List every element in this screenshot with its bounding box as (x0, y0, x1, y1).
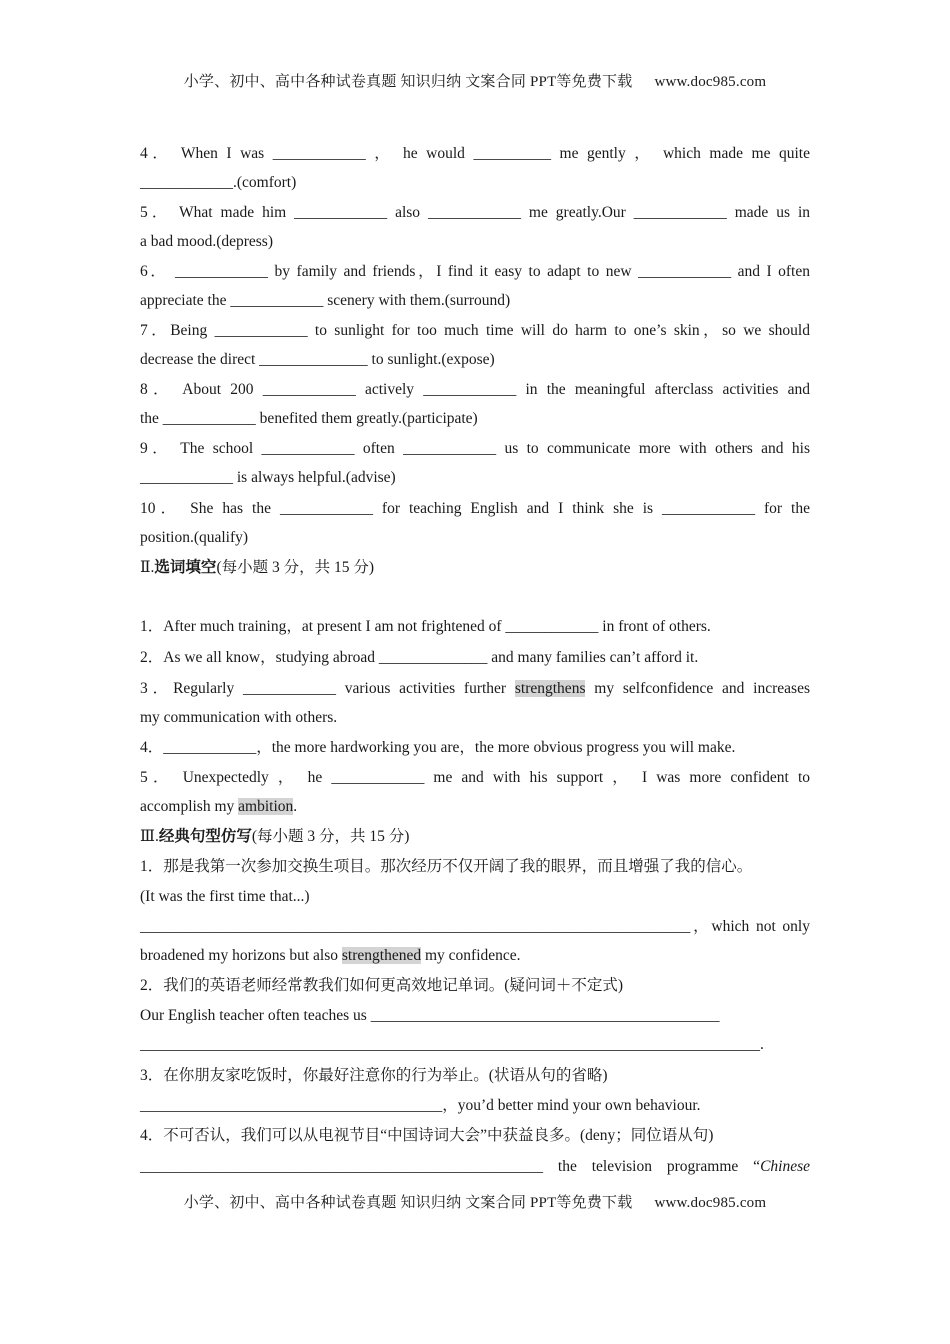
p3-q4-blank: ____________________________________________________ (140, 1158, 543, 1175)
p1-q8-line1: 8． About 200 ____________ actively ____________ in the meaningful afterclass activities and (140, 381, 810, 398)
p1-q7-line2: decrease the direct ______________ to sunlight.(expose) (140, 351, 495, 368)
p1-q9-line2: ____________ is always helpful.(advise) (140, 469, 396, 486)
part3-title-cn: 经典句型仿写 (158, 828, 252, 845)
footer-url[interactable]: www.doc985.com (654, 1195, 767, 1211)
p3-q1-chinese: 1．那是我第一次参加交换生项目。那次经历不仅开阔了我的眼界，而且增强了我的信心。 (140, 858, 753, 875)
p1-q10-line2: position.(qualify) (140, 529, 249, 546)
p2-q3-pre: 3．Regularly ____________ various activities further (140, 680, 515, 697)
p1-q5-line1: 5． What made him ____________ also ____________ me greatly.Our ____________ made us in (140, 204, 810, 221)
p1-q4-line1: 4． When I was ____________ ， he would __________ me gently ， which made me quite (140, 145, 810, 162)
p2-q5-line1: 5． Unexpectedly ， he ____________ me and with his support ， I was more confident to (140, 769, 810, 786)
p3-q4-italic: Chinese (760, 1158, 810, 1175)
part2-title-cn: 选词填空 (154, 559, 217, 576)
header-url[interactable]: www.doc985.com (654, 74, 767, 90)
p2-q3-line1 (140, 679, 810, 699)
p3-q1-highlight: strengthened (341, 947, 422, 964)
page-header (0, 70, 950, 91)
footer-text: 小学、初中、高中各种试卷真题 知识归纳 文案合同 PPT等免费下载 (183, 1195, 633, 1211)
header-text: 小学、初中、高中各种试卷真题 知识归纳 文案合同 PPT等免费下载 (183, 74, 633, 90)
part3-title-num: Ⅲ. (140, 828, 159, 845)
p2-q2: 2．As we all know，studying abroad ______________ and many families can’t afford it. (140, 649, 699, 666)
p1-q7-line1: 7．Being ____________ to sunlight for too much time will do harm to one’s skin，so we should (140, 322, 810, 339)
p3-q1-blank-line: _______________________________________________________________________，which not only (140, 918, 810, 935)
page-footer (0, 1191, 950, 1212)
p3-q3-line1: _______________________________________，you’d better mind your own behaviour. (140, 1097, 701, 1114)
p2-q5-line2 (140, 797, 810, 817)
p2-q5-post: . (293, 798, 298, 815)
p3-q2-line1: Our English teacher often teaches us _____________________________________________ (140, 1007, 720, 1024)
part2-title (140, 558, 810, 578)
p1-q4-line2: ____________.(comfort) (140, 174, 297, 191)
p2-q3-highlight: strengthens (514, 680, 586, 697)
p3-q1-line2 (140, 946, 810, 966)
p1-q8-line2: the ____________ benefited them greatly.(participate) (140, 410, 478, 427)
p2-q4: 4．____________，the more hardworking you are，the more obvious progress you will make. (140, 739, 736, 756)
p3-q2-line2: ________________________________________________________________________________. (140, 1036, 764, 1053)
part2-title-num: Ⅱ. (140, 559, 155, 576)
part3-title (140, 827, 810, 847)
p2-q5-highlight: ambition (238, 798, 294, 815)
part2-title-score: (每小题 3 分，共 15 分) (216, 559, 375, 576)
p1-q5-line2: a bad mood.(depress) (140, 233, 273, 250)
p3-q1-hint: (It was the first time that...) (140, 888, 310, 905)
p3-q4-mid: the television programme “ (543, 1158, 761, 1175)
p1-q9-line1: 9． The school ____________ often ____________ us to communicate more with others and his (140, 440, 810, 457)
p2-q5-pre: accomplish my (140, 798, 239, 815)
p3-q1-pre: broadened my horizons but also (140, 947, 342, 964)
p3-q4-chinese: 4．不可否认，我们可以从电视节目“中国诗词大会”中获益良多。(deny；同位语从句) (140, 1127, 714, 1144)
p3-q2-chinese: 2．我们的英语老师经常教我们如何更高效地记单词。(疑问词＋不定式) (140, 977, 624, 994)
p1-q6-line2: appreciate the ____________ scenery with them.(surround) (140, 292, 511, 309)
p2-q3-line2: my communication with others. (140, 709, 338, 726)
part3-title-score: (每小题 3 分，共 15 分) (251, 828, 410, 845)
p3-q3-chinese: 3．在你朋友家吃饭时，你最好注意你的行为举止。(状语从句的省略) (140, 1067, 608, 1084)
p1-q6-line1: 6． ____________ by family and friends，I find it easy to adapt to new ____________ and I often (140, 263, 810, 280)
p2-q1: 1．After much training，at present I am not frightened of ____________ in front of others. (140, 618, 711, 635)
p3-q1-post: my confidence. (421, 947, 521, 964)
p2-q3-post: my selfconfidence and increases (585, 680, 810, 697)
p1-q10-line1: 10． She has the ____________ for teaching English and I think she is ____________ for the (140, 500, 810, 517)
p3-q4-line1 (140, 1157, 810, 1177)
